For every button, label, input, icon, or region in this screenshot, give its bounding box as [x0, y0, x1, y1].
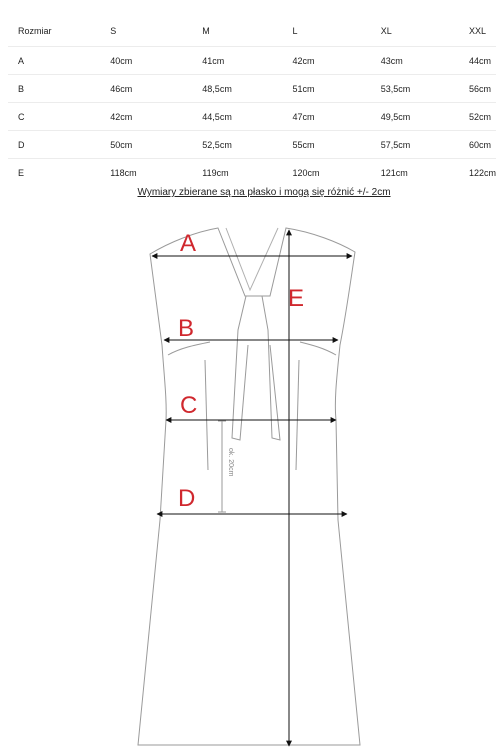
table-cell: 119cm — [202, 167, 229, 178]
dress-diagram — [0, 218, 504, 756]
table-row — [8, 47, 496, 75]
hip-distance-marker — [218, 421, 226, 512]
table-cell: 56cm — [459, 75, 496, 103]
table-cell: 60cm — [459, 131, 496, 159]
table-cell: 51cm — [283, 75, 371, 103]
table-cell: 44cm — [459, 47, 496, 75]
header-cell: Rozmiar — [8, 16, 100, 47]
header-cell: XXL — [459, 16, 496, 47]
size-table — [8, 16, 496, 186]
label-b: B — [178, 315, 195, 342]
table-cell: 42cm — [100, 103, 192, 131]
table-cell: 49,5cm — [371, 103, 459, 131]
table-row — [8, 131, 496, 159]
table-row — [8, 103, 496, 131]
measurement-note: Wymiary zbierane są na płasko i mogą się różnić +/- 2cm — [137, 187, 391, 198]
side-note-label: ok. 20cm — [227, 448, 234, 477]
table-cell: 55cm — [283, 131, 371, 159]
dress-outline — [138, 228, 360, 745]
table-row — [8, 159, 496, 187]
table-cell: 121cm — [380, 167, 408, 178]
table-cell: 47cm — [283, 103, 371, 131]
table-cell: 43cm — [371, 47, 459, 75]
table-row — [8, 75, 496, 103]
table-cell: B — [8, 75, 100, 103]
header-cell: L — [283, 16, 371, 47]
label-e: E — [288, 285, 305, 312]
header-cell: M — [192, 16, 282, 47]
header-cell: XL — [371, 16, 459, 47]
table-cell: 52,5cm — [192, 131, 282, 159]
table-cell: 50cm — [100, 131, 192, 159]
table-cell: 40cm — [100, 47, 192, 75]
table-cell: 57,5cm — [371, 131, 459, 159]
table-cell: 44,5cm — [192, 103, 282, 131]
table-cell: 122cm — [468, 167, 496, 178]
table-header-row — [8, 16, 496, 47]
table-cell: 120cm — [292, 167, 320, 178]
header-cell: S — [100, 16, 192, 47]
table-cell: 53,5cm — [371, 75, 459, 103]
label-d: D — [178, 485, 196, 512]
table-cell: 118cm — [110, 167, 137, 178]
table-cell: A — [8, 47, 100, 75]
table-cell: 52cm — [459, 103, 496, 131]
table-cell: 48,5cm — [192, 75, 282, 103]
label-c: C — [180, 392, 198, 419]
label-a: A — [180, 230, 197, 257]
table-cell: E — [18, 167, 25, 178]
table-cell: 42cm — [283, 47, 371, 75]
table-cell: 46cm — [100, 75, 192, 103]
table-cell: D — [8, 131, 100, 159]
table-cell: 41cm — [192, 47, 282, 75]
table-cell: C — [8, 103, 100, 131]
